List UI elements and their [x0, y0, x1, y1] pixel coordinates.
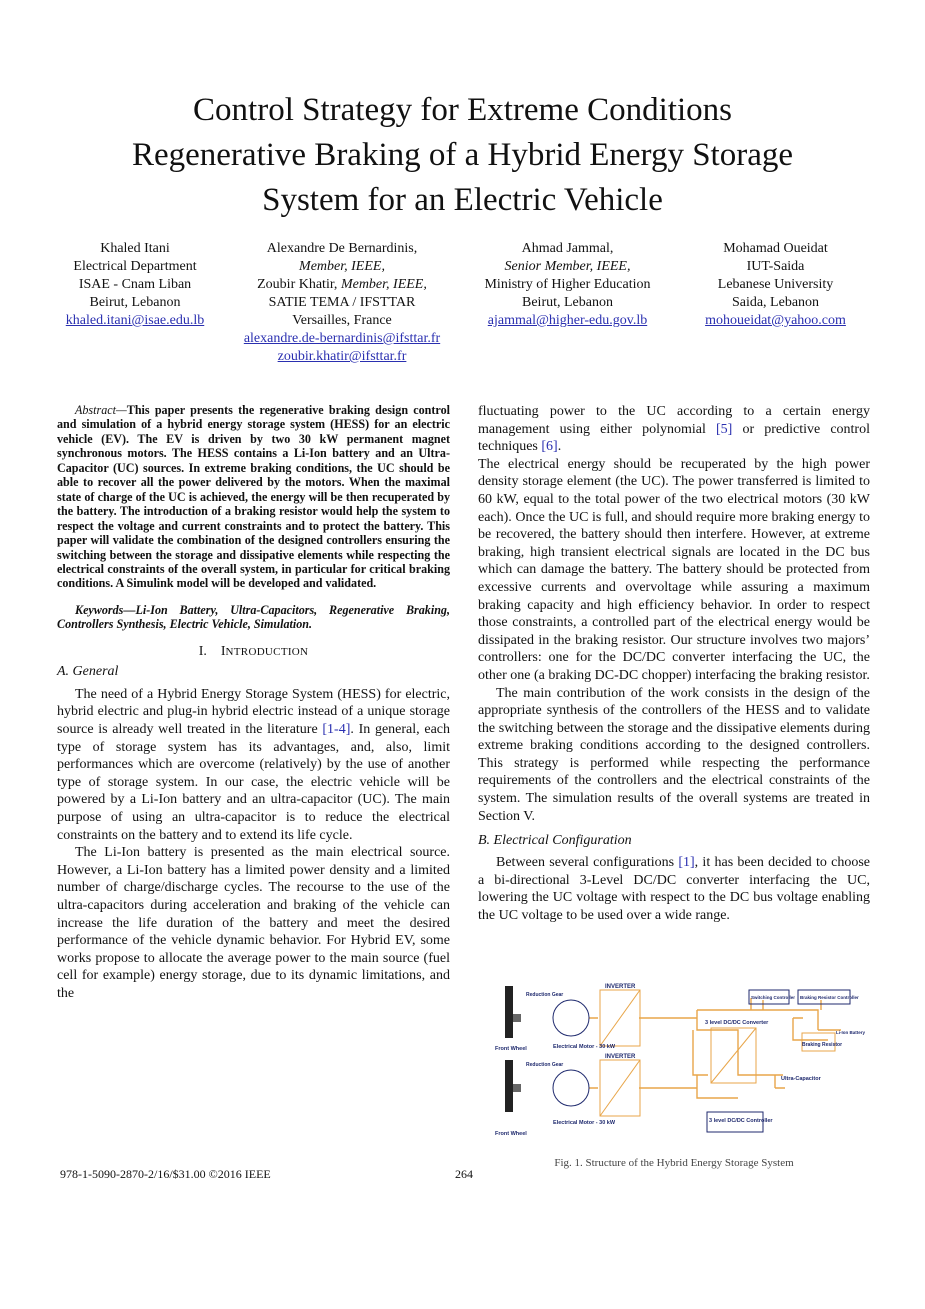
svg-text:Reduction Gear: Reduction Gear [526, 992, 564, 998]
author-block-1: Khaled Itani Electrical Department ISAE - Cnam Liban Beirut, Lebanon khaled.itani@isae.edu.lb [45, 240, 225, 330]
paragraph: The Li-Ion battery is presented as the main electrical source. However, a Li-Ion battery has a limited power density and a limited number of charge/discharge cycles. The recourse to the use of the ultra-capacitors during acceleration and braking of the vehicle can increase the life duration of the battery and meet the desired performance of the vehicle dynamic behavior. For Hybrid EV, some works propose to allocate the average power to the main source (fuel cell for example) energy storage, due to its dynamic limitations, and the [57, 845, 450, 1001]
footer-copyright: 978-1-5090-2870-2/16/$31.00 ©2016 IEEE [60, 1167, 271, 1181]
subsection-heading-electrical-configuration: B. Electrical Configuration [478, 833, 632, 849]
author-email-link[interactable]: alexandre.de-bernardinis@ifsttar.fr [243, 331, 441, 346]
author-email-link[interactable]: ajammal@higher-edu.gov.lb [487, 313, 648, 328]
paragraph: The need of a Hybrid Energy Storage System (HESS) for electric, hybrid electric and plug-in hybrid electric instead of a unique storage source is already well treated in the literature [1-4]. In general, each type of storage system has its advantages, and, also, limit performances which are overcome (relatively) by the use of another type of storage system. In our case, the electric vehicle will be powered by a Li-Ion battery and an ultra-capacitor (UC). The main purpose of using an ultra-capacitor is to reduce the electrical constraints on the battery and to extend its life cycle. [57, 686, 450, 843]
svg-text:Front Wheel: Front Wheel [495, 1131, 527, 1137]
author-block-3: Ahmad Jammal, Senior Member, IEEE, Ministry of Higher Education Beirut, Lebanon ajammal@higher-edu.gov.lb [470, 240, 665, 330]
citation-link[interactable]: [5] [716, 421, 733, 437]
author-block-4: Mohamad Oueidat IUT-Saida Lebanese University Saida, Lebanon mohoueidat@yahoo.com [688, 240, 863, 330]
right-column [478, 403, 870, 925]
author-email-link[interactable]: mohoueidat@yahoo.com [705, 313, 846, 328]
paragraph: The main contribution of the work consists in the design of the appropriate synthesis of the controllers of the HESS and to validate the switching between the storage and the dissipative elements during extreme braking conditions according to the designed controllers. This strategy is performed while respecting the performance requirements of the controllers and the electrical constraints of the system. The simulation results of the overall systems are treated in Section V. [478, 685, 870, 824]
page-number: 264 [455, 1167, 473, 1181]
paragraph: fluctuating power to the UC according to a certain energy management using either polynomial [5] or predictive control techniques [6]. [478, 404, 870, 455]
author-block-2: Alexandre De Bernardinis, Member, IEEE, Zoubir Khatir, Member, IEEE, SATIE TEMA / IFSTTAR Versailles, France alexandre.de-bernardinis@ifsttar.fr zoubir.khatir@ifsttar.fr [232, 240, 452, 366]
svg-text:Switching Controller: Switching Controller [751, 995, 796, 1000]
author-email-link[interactable]: zoubir.khatir@ifsttar.fr [277, 349, 407, 364]
figure-labels [495, 984, 865, 1137]
svg-text:INVERTER: INVERTER [605, 1054, 636, 1060]
author-email-link[interactable]: khaled.itani@isae.edu.lb [65, 313, 205, 328]
citation-link[interactable]: [1] [678, 855, 695, 871]
figure-caption: Fig. 1. Structure of the Hybrid Energy Storage System [554, 1157, 794, 1169]
svg-text:Ultra-Capacitor: Ultra-Capacitor [781, 1076, 821, 1082]
paper-title: Control Strategy for Extreme Conditions Regenerative Braking of a Hybrid Energy Storage System for an Electric Vehicle [131, 92, 793, 218]
svg-text:Braking Resistor Controller: Braking Resistor Controller [800, 995, 859, 1000]
svg-text:Electrical Motor - 30 kW: Electrical Motor - 30 kW [553, 1044, 616, 1050]
paragraph: The electrical energy should be recuperated by the high power density storage element (the UC). The power transferred is limited to 60 kW, equal to the total power of the two electrical motors (30 kW each). Once the UC is full, and should require more braking energy to be recovered, the battery should then interfere. However, at extreme braking, high transient electrical signals are located in the DC bus which can damage the battery. The battery should be protected from excessive currents and overvoltage while assuring a maximum braking capacity and high efficiency behavior. In order to respect those constraints, a controlled part of the electrical energy would be dissipated in the braking resistor. Our structure involves two majors’ controllers: one for the DC/DC converter interfacing the UC, the other one (a braking DC-DC chopper) interfacing the braking resistor. [478, 456, 870, 683]
citation-link[interactable]: [1-4] [322, 721, 351, 737]
svg-text:3 level DC/DC Converter: 3 level DC/DC Converter [705, 1020, 769, 1026]
paragraph: Between several configurations [1], it has been decided to choose a bi-directional 3-Level DC/DC converter interfacing the UC, lowering the UC voltage with respect to the DC bus voltage enabling the UC voltage to be used over a wide range. [478, 855, 870, 924]
svg-text:Electrical Motor - 30 kW: Electrical Motor - 30 kW [553, 1120, 616, 1126]
svg-text:3 level DC/DC Controller: 3 level DC/DC Controller [709, 1118, 773, 1124]
motor-icon [553, 990, 850, 1132]
svg-text:Braking Resistor: Braking Resistor [802, 1042, 843, 1048]
svg-text:Front Wheel: Front Wheel [495, 1046, 527, 1052]
citation-link[interactable]: [6] [541, 439, 558, 455]
figure-hess-structure [493, 980, 868, 1140]
keywords: Keywords—Li-Ion Battery, Ultra-Capacitors, Regenerative Braking, Controllers Synthesis, Electric Vehicle, Simulation. [57, 602, 450, 632]
section-heading-introduction: I. INTRODUCTION [198, 643, 309, 659]
subsection-heading-general: A. General [57, 663, 119, 679]
svg-text:Li-Ion Battery: Li-Ion Battery [836, 1030, 866, 1035]
svg-text:INVERTER: INVERTER [605, 984, 636, 990]
abstract: Abstract—This paper presents the regenerative braking design control and simulation of a hybrid energy storage system (HESS) for an electric vehicle (EV). The EV is driven by two 30 kW permanent magnet synchronous motors. The HESS contains a Li-Ion battery and an Ultra-Capacitor (UC) sources. In extreme braking conditions, the UC should be able to recover all the power delivered by the motors. When the maximal state of charge of the UC is achieved, the energy will be then recuperated by the battery. The introduction of a braking resistor would help the system to respect the voltage and current constraints and to protect the battery. This paper will validate the combination of the designed controllers ensuring the switching between the storage and dissipative elements while respecting the electrical constraints of the overall system, in particular for critical braking conditions. A Simulink model will be developed and validated. [57, 403, 450, 591]
left-column [57, 403, 450, 1002]
svg-text:Reduction Gear: Reduction Gear [526, 1062, 564, 1068]
